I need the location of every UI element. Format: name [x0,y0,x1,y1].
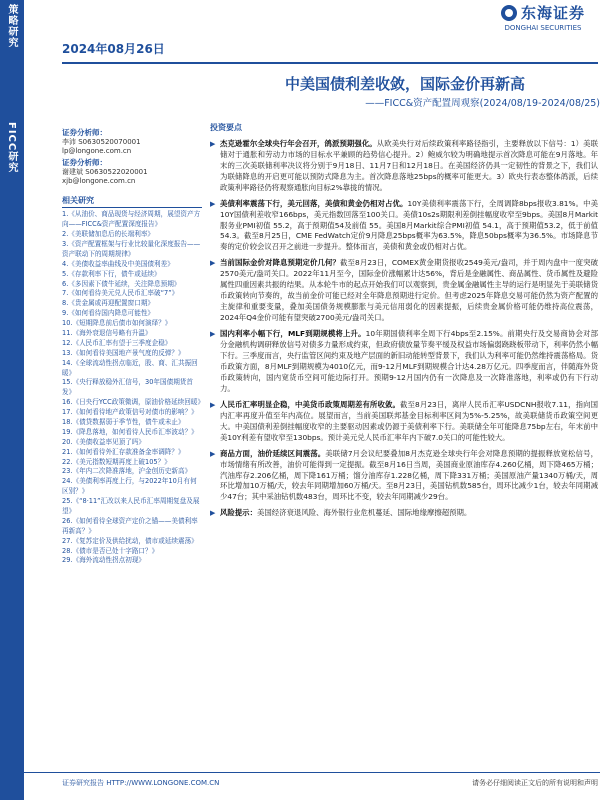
analyst-email[interactable]: xjb@longone.com.cn [62,176,136,185]
related-research-item[interactable]: 22.《美元指数短期再度上破105？》 [62,457,171,466]
paragraph-lead: 杰克逊霍尔全球央行年会召开，鸽派预期强化。 [220,138,377,148]
related-research-item[interactable]: 23.《年内二次降准落地，沪金创历史新高》 [62,467,192,476]
investment-paragraph [210,199,598,254]
analyst-name-text: 李沛 [62,137,76,146]
paragraph-lead: 当前国际金价对降息预期定价几何？ [220,258,341,268]
paragraph-body: 从欧美央行对后续政策利率路径指引，主要释放以下信号：1）美联储对于通胀和劳动力市场的目标水平兼顾的趋势信心提升。2）鲍威尔较为明确地提示首次降息可能在9月落地。年末的三次美联储利率决议将分别于9月18日、11月7日和12月18日。在美国经济仍具一定韧性的背景之下，我们认为联储降息的开启更可能以预防式降息为主。首次降息落地25bps的概率可能更大。3）欧央行表态整体鸽派，后续政策利率路径仍将观察通胀向目标2%靠拢的情况。 [220,138,598,192]
bullet-arrow-icon: ▶ [210,330,216,339]
investment-paragraph [210,329,598,395]
bullet-arrow-icon: ▶ [210,259,216,268]
brand-logo-row [488,2,598,23]
paragraph-lead: 风险提示： [220,508,257,518]
bullet-arrow-icon: ▶ [210,400,216,409]
brand-emblem-icon [501,5,517,21]
paragraph-body: 美联储7月会议纪要叠加8月杰克逊全球央行年会对降息预期的提振释放宽松信号，市场情绪有所改善，油价可能得到一定提振。截至8月16日当周，美国商业原油库存4.260亿桶，周下降465万桶；汽油库存2.206亿桶，周下降161万桶；馏分油库存1.228亿桶，周下降331万桶；美国原油产量1340万桶/天，周环比增加10万桶/天，较去年同期增加60万桶/天。至8月23日，美国钻机数585台，周环比减少1台，较去年同期减少47台；其中采油钻机数483台，周环比不变，较去年同期减少29台。 [220,448,598,502]
bullet-arrow-icon: ▶ [210,509,216,518]
related-research-item[interactable]: 17.《如何看待地产政策信号对债市的影响？》 [62,408,198,417]
footer-disclaimer: 请务必仔细阅读正文后的所有说明和声明 [472,779,598,787]
brand-logo [488,2,598,32]
analyst-label: 证券分析师： [62,128,107,137]
related-research-item[interactable]: 8.《贵金属或再迎配置窗口期》 [62,299,155,308]
bullet-arrow-icon: ▶ [210,199,216,208]
analyst-label: 证券分析师： [62,157,107,167]
analyst-cert: S0630520070001 [78,137,141,146]
related-research-item[interactable]: 24.《美债利率再度上行，与2022年10月有何区别？》 [62,477,197,496]
related-research-item[interactable]: 12.《人民币汇率有望于三季度企稳》 [62,338,172,347]
analyst-name-text: 谢建斌 [62,167,83,176]
related-research-item[interactable]: 3.《资产配置框架与行业比较量化深度报告——资产联动下的周期规律》 [62,239,201,258]
related-research-item[interactable]: 2.《美联储加息后的长端利率》 [62,230,155,239]
related-research-item[interactable]: 6.《多因素下债牛延续，关注降息预期》 [62,279,181,288]
bullet-arrow-icon: ▶ [210,139,216,148]
related-research-heading: 相关研究 [62,196,202,208]
investment-paragraph [210,400,598,444]
paragraph-lead: 国内利率小幅下行，MLF到期规模将上升。 [220,329,366,339]
related-research-item[interactable]: 27.《复苏定价及供给扰动，债市或延续震荡》 [62,536,198,545]
related-research-item[interactable]: 19.《降息落地，如何看待人民币汇率波动？》 [62,427,198,436]
report-title: 中美国债利差收敛，国际金价再新高 [284,75,525,93]
paragraph-body: 截至8月23日，离岸人民币汇率USDCNH报收7.11，指向国内汇率再度升值至年内高位。展望而言，当前美国联邦基金目标利率区间为5%-5.25%，故美联储货币政策空间更大。中美国债利差倒挂幅度收窄的主要驱动因素或仍源于美债利率下行。美联储全年可能降息75bp左右，年末前中美10Y利差有望收窄至130bps。预计美元兑人民币汇率年内下破7.0关口的可能性较大。 [220,399,598,442]
analyst-block [62,158,202,186]
analyst-name [62,168,202,177]
paragraph-body: 截至8月23日，COMEX黄金期货报收2549美元/盎司，并于周内盘中一度突破2570美元/盎司关口。2022年11月至今，国际金价涨幅累计达56%，背后是金融属性、商品属性、货币属性及避险属性四重因素共振的结果。从本轮牛市的起点开始我们可以观察到，贵金属金融属性主导的运行是明显先于美联储货币政策转向节奏的，故当前金价可能已经对全年降息预期进行定价。但考虑2025年降息交易可能仍然为资产配置的主旋律和重要变量，叠加美国债务规模膨胀与美元信用弱化的因素提振，后续贵金属价格可能仍维持高位震荡，2024年Q4金价可能有望突破2700美元/盎司关口。 [220,258,598,323]
related-research-item[interactable]: 4.《美债收益率曲线及中美国债利差》 [62,259,174,268]
analyst-email[interactable]: lp@longone.com.cn [62,146,132,155]
analyst-cert: S0630522020001 [85,167,148,176]
paragraph-lead: 人民币汇率明显企稳，中美货币政策周期差有所收敛。 [220,399,401,409]
analyst-name [62,138,202,147]
related-research-item[interactable]: 13.《如何看待美国地产景气度的反弹？》 [62,348,185,357]
related-research-item[interactable]: 20.《美债收益率见顶了吗》 [62,437,146,446]
related-research-item[interactable]: 25.《“8·11”汇改以来人民币汇率周期复盘及展望》 [62,497,200,515]
related-research-item[interactable]: 11.《海外衰退信号略有升温》 [62,328,152,337]
report-date: 2024年08月26日 [62,42,165,56]
header-divider [62,62,598,64]
paragraph-body: 美国经济衰退风险、海外银行业危机蔓延、国际地缘摩擦超预期。 [256,508,472,518]
related-research-item[interactable]: 9.《如何看待国内降息可能性》 [62,309,155,318]
investment-paragraph [210,508,598,519]
investment-paragraph [210,449,598,504]
brand-name-en: DONGHAI SECURITIES [504,24,582,32]
related-research-item[interactable]: 29.《海外流动性拐点初现》 [62,556,146,565]
footer-divider [24,772,600,773]
report-subtitle: ——FICC&资产配置周观察(2024/08/19-2024/08/25) [365,98,600,109]
related-research-item[interactable]: 21.《如何看待外汇存款准备金率调降？》 [62,447,185,456]
related-research-item[interactable]: 7.《如何看待美元兑人民币汇率破“7”》 [62,289,179,298]
related-research-item[interactable]: 16.《日央行YCC政策微调，原油价格延续回暖》 [62,398,205,407]
related-research-list [62,210,205,566]
footer-website[interactable]: 证券研究报告 HTTP://WWW.LONGONE.COM.CN [62,779,220,787]
related-research-item[interactable]: 1.《从油价、商品现货与经济周期，展望资产方向——FICC&资产配置深度报告》 [62,210,201,229]
bullet-arrow-icon: ▶ [210,449,216,458]
related-research-item[interactable]: 15.《央行释放稳外汇信号，30年国债期货首发》 [62,378,193,397]
related-research-item[interactable]: 10.《短期降息前后债市如何演绎？》 [62,319,172,328]
related-research-item[interactable]: 28.《债市是否已处十字路口？》 [62,546,159,555]
investment-highlights [210,122,598,524]
analyst-sidebar [62,126,205,566]
related-research-item[interactable]: 26.《如何看待全球资产定价之锚——美债利率再新高？》 [62,516,198,535]
related-research-item[interactable]: 5.《存款利率下行，债牛或延续》 [62,269,161,278]
sidebar-band [0,0,24,800]
investment-paragraph [210,258,598,324]
paragraph-lead: 商品方面，油价延续区间震荡。 [220,448,326,458]
analyst-block [62,128,202,156]
brand-name-cn: 东海证券 [520,4,585,22]
paragraph-body: 10年期国债利率全周下行4bps至2.15%。前期央行及交易商协会对部分金融机构调研释放信号对债多力量形成约束，但政府债放量节奏平缓及权益市场偏弱跷跷板带动下，利率仍然小幅下行。三季度而言，央行监管区间约束及地产层面的新旧动能转型背景下，我们认为利率可能仍然维持震荡格局。货币政策方面，8月MLF到期规模为4010亿元，而9-12月MLF到期规模合计达4.28万亿元。四季度而言，伴随海外货币政策转向，国内宽货币空间可能边际打开。预期9-12月国内仍有一次降息及一次降准落地，利率或仍有下行动力。 [220,329,598,393]
investment-paragraph [210,139,598,194]
paragraph-body: 10Y美债利率震荡下行，全周调降8bps报收3.81%。中美10Y国债利差收窄166bps，美元指数回落至100关口。美债10s2s期限利差倒挂幅度收窄至9bps。美国8月Markit服务业PMI初值 55.2，高于预期值54及前值 55。美国8月Markit综合PMI初值 54.1，高于预期值53.2，低于前值 54.3。截至8月25日，CME FedWatch定价9月降息25bps概率为63.5%，降息50bps概率为36.5%。市场降息节奏的定价较会议召开之前进一步提升。整体而言，美债和黄金或仍相对占优。 [220,198,598,252]
sidebar-mid-label: FICC研究 [6,122,17,174]
related-research-item[interactable]: 18.《债贷数据弱于季节性，债牛或未止》 [62,417,185,426]
related-research-item[interactable]: 14.《全球流动性拐点临近，股、商、汇共振回暖》 [62,358,198,377]
investment-paragraph-list [210,139,598,520]
paragraph-lead: 美债利率震荡下行，美元回落，美债和黄金仍相对占优。 [220,198,408,208]
investment-heading: 投资要点 [210,123,242,132]
sidebar-top-label: 策略研究 [6,4,17,48]
